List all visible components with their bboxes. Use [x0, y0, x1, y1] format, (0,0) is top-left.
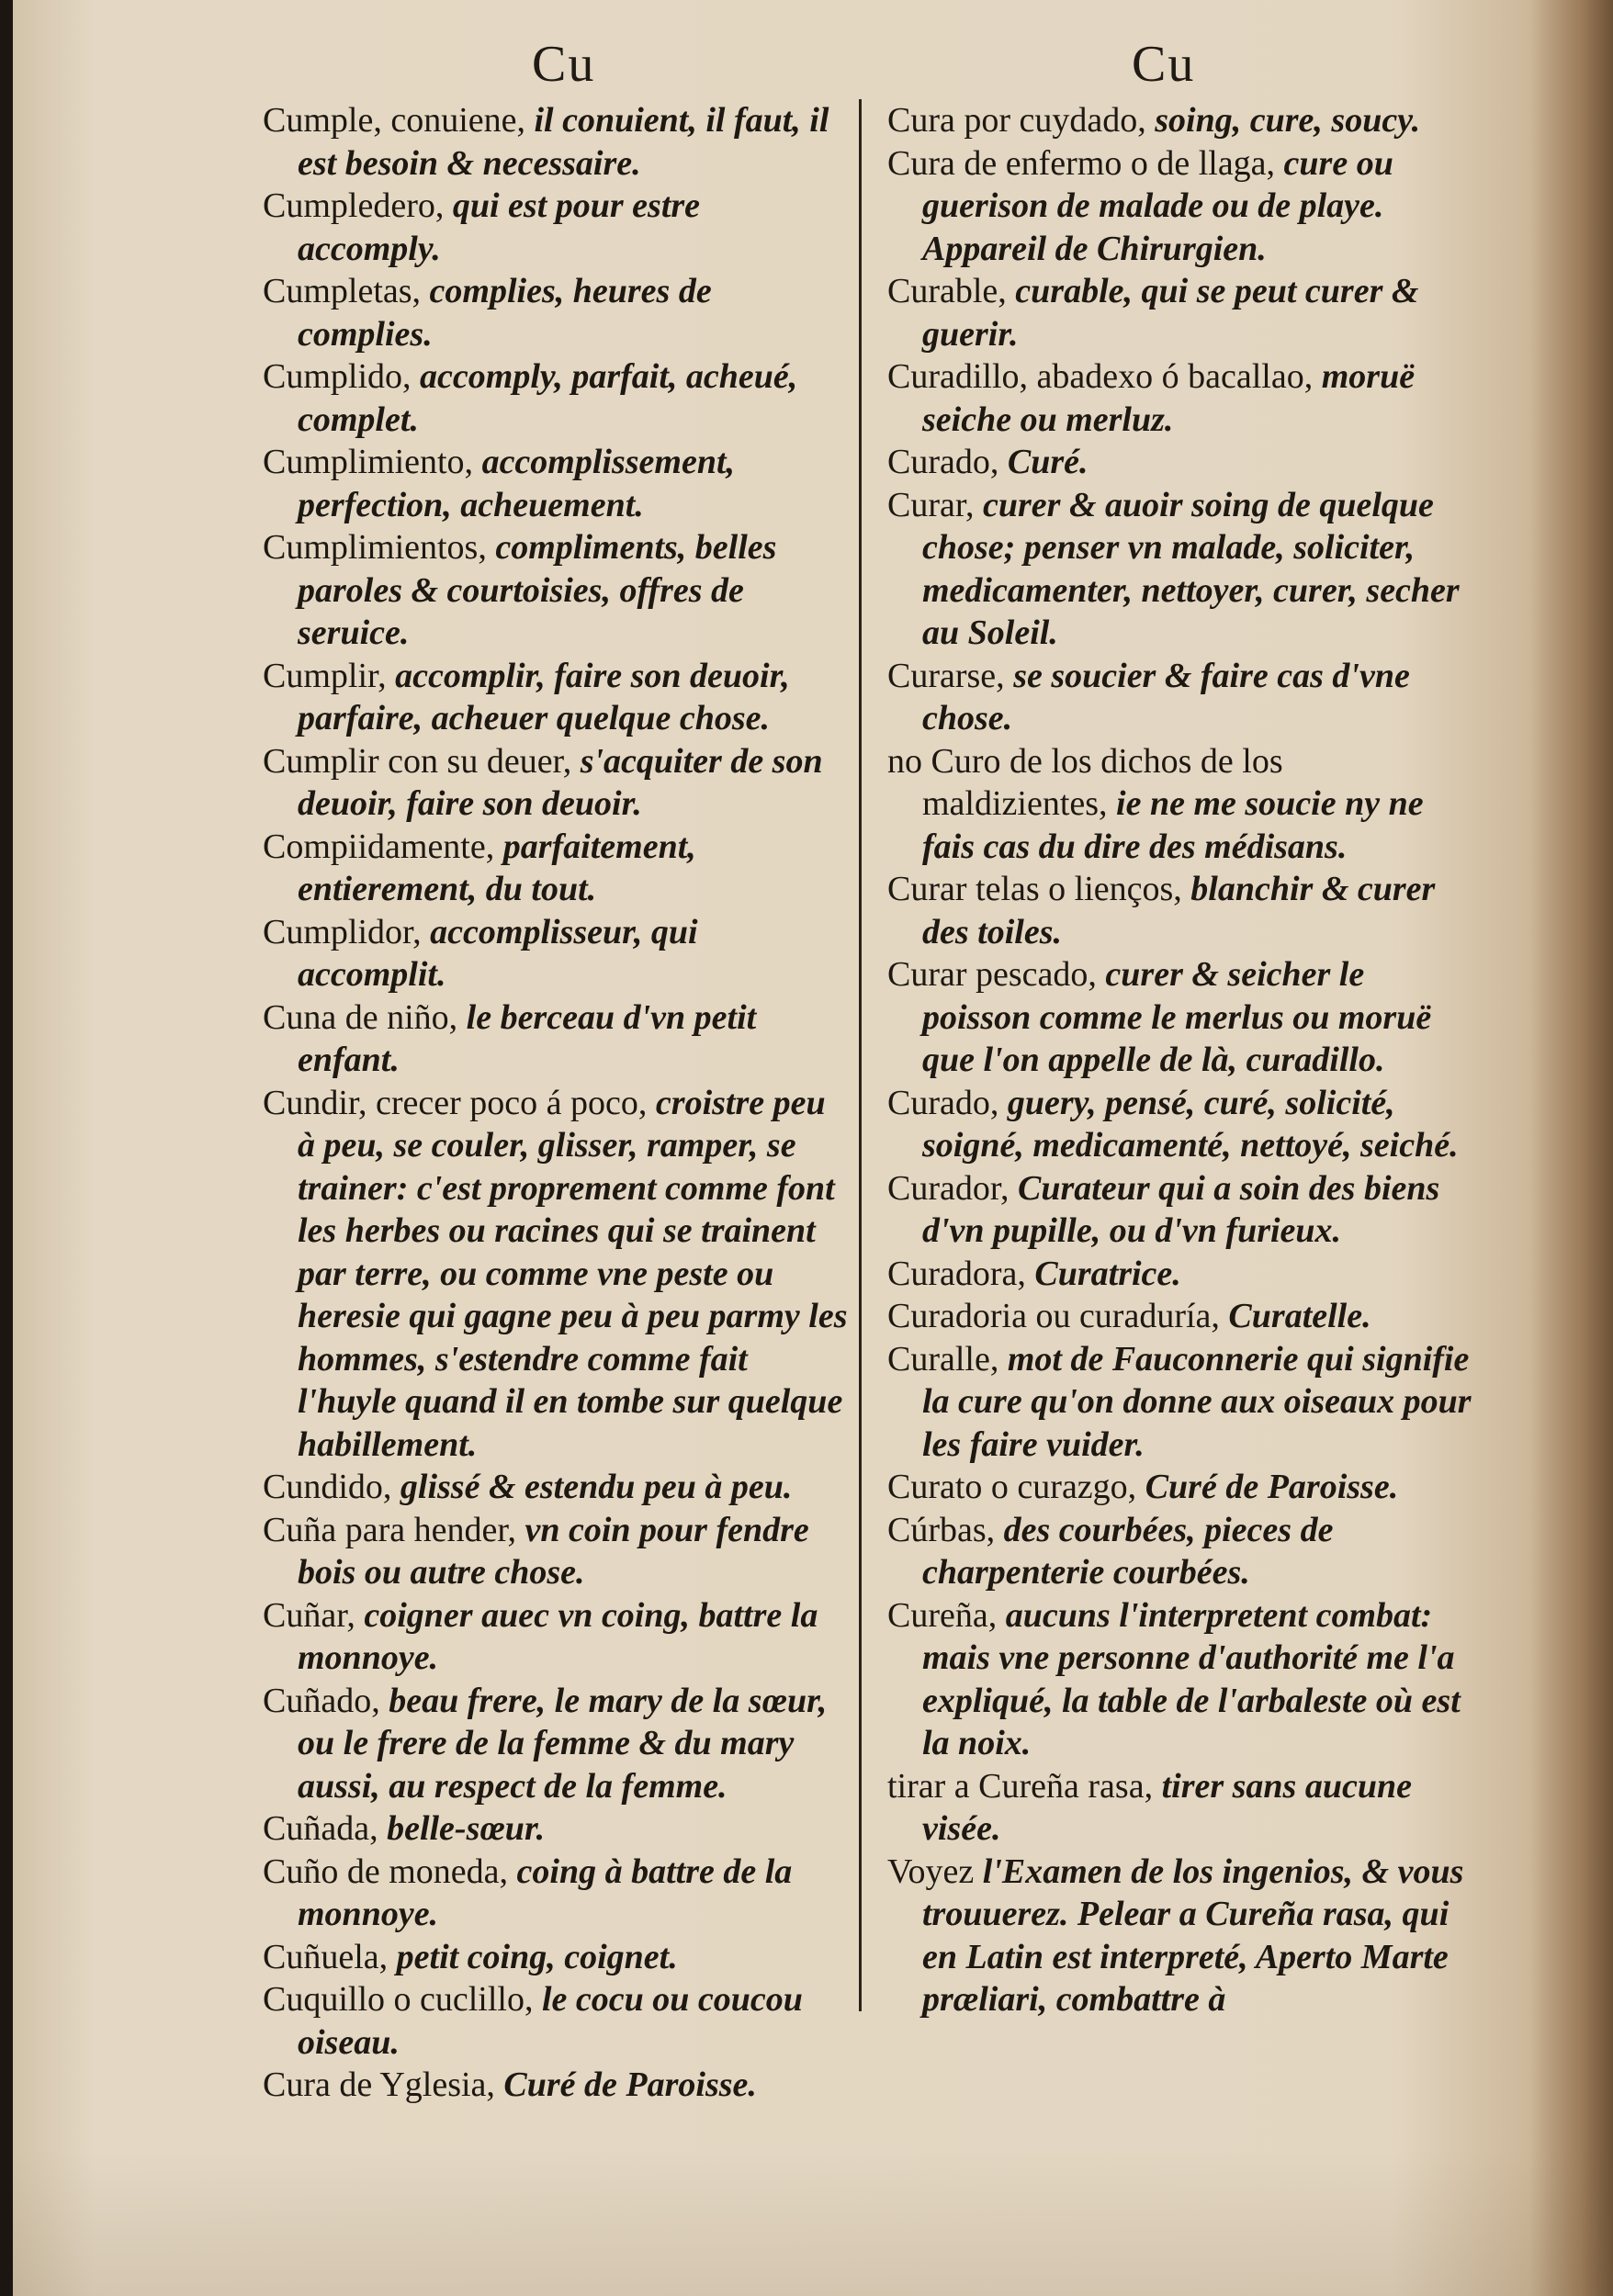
entry-headword: no Curo de los dichos de los maldizientes, [887, 741, 1283, 823]
entry-headword: Curarse, [887, 656, 1005, 695]
dictionary-entry [887, 1167, 1475, 1253]
dictionary-entry [887, 1765, 1475, 1851]
book-page [13, 0, 1613, 2296]
column-divider [859, 99, 862, 2011]
dictionary-entry [263, 826, 851, 911]
dictionary-entry [887, 740, 1475, 869]
dictionary-entry [263, 526, 851, 655]
entry-headword: Curar, [887, 485, 975, 524]
dictionary-entry [887, 99, 1475, 142]
entry-headword: Cumplido, [263, 357, 412, 396]
dictionary-entry [887, 441, 1475, 484]
dictionary-entry [887, 1466, 1475, 1509]
entry-headword: Voyez [887, 1851, 975, 1891]
dictionary-entry [263, 1680, 851, 1808]
dictionary-entry [263, 1936, 851, 1979]
entry-headword: Cuquillo o cuclillo, [263, 1980, 534, 2019]
entry-headword: Curalle, [887, 1339, 999, 1379]
entry-headword: Cumplimiento, [263, 443, 474, 481]
dictionary-entry [887, 1338, 1475, 1467]
dictionary-entry [263, 2064, 851, 2107]
dictionary-entry [887, 484, 1475, 655]
entry-headword: Curado, [887, 1083, 999, 1122]
dictionary-entry [887, 1295, 1475, 1338]
running-head-left: Cu [532, 36, 596, 93]
entry-headword: Curar telas o lienços, [887, 870, 1182, 908]
dictionary-entry [263, 99, 851, 185]
entry-translation: Curé. [998, 443, 1088, 481]
dictionary-entry [263, 1978, 851, 2064]
entry-translation: Curateur qui a soin des biens d'vn pupille, ou d'vn furieux. [922, 1168, 1440, 1250]
entry-translation: le cocu ou coucou oiseau. [298, 1980, 803, 2062]
dictionary-entry [263, 270, 851, 355]
dictionary-entry [887, 1253, 1475, 1296]
dictionary-entry [887, 270, 1475, 355]
dictionary-entry [263, 1082, 851, 1467]
entry-headword: Cuna de niño, [263, 997, 458, 1037]
entry-translation: tirer sans aucune visée. [922, 1766, 1412, 1848]
entry-headword: Cumpledero, [263, 186, 445, 225]
entry-translation: aucuns l'interpretent combat: mais vne personne d'authorité me l'a expliqué, la table de l'arbaleste où est la noix. [922, 1595, 1461, 1762]
entry-translation: s'acquiter de son deuoir, faire son deuoir. [298, 741, 823, 823]
entry-translation: glissé & estendu peu à peu. [391, 1468, 793, 1506]
entry-headword: Cundido, [263, 1468, 392, 1506]
dictionary-entry [263, 1807, 851, 1851]
entry-headword: Cumplir con su deuer, [263, 741, 572, 781]
dictionary-entry [263, 355, 851, 441]
entry-translation: compliments, belles paroles & courtoisies, offres de seruice. [298, 528, 777, 652]
entry-translation: Curé de Paroisse. [494, 2065, 757, 2104]
entry-translation: moruë seiche ou merluz. [922, 357, 1416, 439]
entry-headword: Cuñada, [263, 1809, 378, 1848]
dictionary-entry [887, 1509, 1475, 1594]
entry-headword: Curable, [887, 272, 1007, 310]
right-column [887, 99, 1475, 2021]
entry-translation: parfaitement, entierement, du tout. [298, 827, 696, 908]
dictionary-entry [887, 953, 1475, 1082]
entry-headword: Curador, [887, 1168, 1010, 1208]
entry-translation: vn coin pour fendre bois ou autre chose. [298, 1510, 809, 1592]
dictionary-entry [263, 1594, 851, 1680]
entry-translation: petit coing, coignet. [388, 1937, 678, 1976]
entry-translation: beau frere, le mary de la sœur, ou le frere de la femme & du mary aussi, au respect de la femme. [298, 1681, 828, 1806]
entry-translation: se soucier & faire cas d'vne chose. [922, 656, 1410, 737]
entry-headword: Curato o curazgo, [887, 1468, 1137, 1506]
entry-translation: il conuient, il faut, il est besoin & necessaire. [298, 101, 829, 183]
entry-headword: Cura por cuydado, [887, 101, 1146, 140]
entry-headword: Curadora, [887, 1254, 1026, 1293]
dictionary-entry [263, 1509, 851, 1594]
dictionary-entry [887, 142, 1475, 271]
entry-headword: Curadillo, abadexo ó bacallao, [887, 357, 1314, 396]
dictionary-entry [887, 655, 1475, 740]
entry-translation: complies, heures de complies. [298, 272, 712, 354]
dictionary-entry [887, 1594, 1475, 1765]
dictionary-entry [263, 911, 851, 996]
entry-headword: Curado, [887, 443, 999, 481]
entry-translation: accomply, parfait, acheué, complet. [298, 357, 798, 439]
entry-headword: Cumplimientos, [263, 528, 487, 567]
entry-translation: le berceau d'vn petit enfant. [298, 997, 757, 1079]
entry-headword: Cúrbas, [887, 1510, 996, 1549]
left-column [263, 99, 851, 2107]
entry-translation: curable, qui se peut curer & guerir. [922, 272, 1419, 354]
entry-headword: Cuña para hender, [263, 1510, 516, 1549]
entry-headword: Cumplir, [263, 656, 387, 695]
entry-translation: Curé de Paroisse. [1136, 1468, 1399, 1506]
dictionary-entry [887, 1851, 1475, 2021]
entry-translation: accomplissement, perfection, acheuement. [298, 443, 736, 524]
dictionary-entry [263, 740, 851, 826]
entry-translation: Curatelle. [1219, 1297, 1371, 1335]
entry-headword: Cumplidor, [263, 912, 422, 951]
entry-translation: belle-sœur. [378, 1809, 546, 1848]
entry-headword: Cureña, [887, 1595, 998, 1635]
entry-headword: Cuño de moneda, [263, 1851, 509, 1891]
entry-headword: Cuñar, [263, 1595, 355, 1635]
entry-translation: coigner auec vn coing, battre la monnoye. [298, 1595, 818, 1677]
entry-translation: qui est pour estre accomply. [298, 186, 701, 268]
entry-translation: cure ou guerison de malade ou de playe. Appareil de Chirurgien. [922, 143, 1393, 268]
entry-translation: croistre peu à peu, se couler, glisser, ramper, se trainer: c'est proprement comme font les herbes ou racines qui se trainent par terre, ou comme vne peste ou heresie qui gagne peu à peu parmy les hommes, s'estendre comme fait l'huyle quand il en tombe sur quelque habillement. [298, 1083, 848, 1464]
entry-translation: soing, cure, soucy. [1145, 101, 1421, 140]
entry-translation: curer & auoir soing de quelque chose; penser vn malade, soliciter, medicamenter, nettoyer, curer, secher au Soleil. [922, 485, 1460, 652]
entry-headword: Cura de enfermo o de llaga, [887, 143, 1276, 183]
entry-translation: ie ne me soucie ny ne fais cas du dire des médisans. [922, 784, 1424, 866]
entry-headword: Cumpletas, [263, 272, 422, 310]
running-head-right: Cu [1132, 36, 1196, 93]
dictionary-entry [887, 868, 1475, 953]
dictionary-entry [887, 1082, 1475, 1167]
entry-translation: mot de Fauconnerie qui signifie la cure qu'on donne aux oiseaux pour les faire vuider. [922, 1339, 1472, 1464]
entry-headword: Curar pescado, [887, 955, 1097, 994]
entry-translation: coing à battre de la monnoye. [298, 1851, 793, 1933]
entry-headword: Cura de Yglesia, [263, 2065, 495, 2104]
entry-translation: l'Examen de los ingenios, & vous trouuerez. Pelear a Cureña rasa, qui en Latin est interpreté, Aperto Marte præliari, combattre à [922, 1851, 1464, 2019]
entry-translation: Curatrice. [1025, 1254, 1181, 1293]
dictionary-entry [263, 1851, 851, 1936]
entry-translation: accomplir, faire son deuoir, parfaire, acheuer quelque chose. [298, 656, 790, 737]
dictionary-entry [263, 441, 851, 526]
entry-translation: des courbées, pieces de charpenterie courbées. [922, 1510, 1334, 1592]
dictionary-entry [263, 1466, 851, 1509]
entry-translation: blanchir & curer des toiles. [922, 870, 1436, 951]
entry-headword: Cuñuela, [263, 1937, 389, 1976]
entry-headword: Cumple, conuiene, [263, 101, 525, 140]
entry-headword: Compiidamente, [263, 827, 495, 866]
page-spine-shadow [1530, 0, 1613, 2296]
entry-translation: accomplisseur, qui accomplit. [298, 912, 698, 994]
dictionary-entry [263, 185, 851, 270]
dictionary-entry [887, 355, 1475, 441]
entry-translation: curer & seicher le poisson comme le merlus ou moruë que l'on appelle de là, curadillo. [922, 955, 1432, 1079]
entry-headword: Cuñado, [263, 1681, 380, 1720]
dictionary-entry [263, 655, 851, 740]
entry-headword: Curadoria ou curaduría, [887, 1297, 1220, 1335]
entry-translation: guery, pensé, curé, solicité, soigné, medicamenté, nettoyé, seiché. [922, 1083, 1459, 1165]
entry-headword: Cundir, crecer poco á poco, [263, 1083, 648, 1122]
entry-headword: tirar a Cureña rasa, [887, 1766, 1154, 1806]
dictionary-entry [263, 996, 851, 1082]
